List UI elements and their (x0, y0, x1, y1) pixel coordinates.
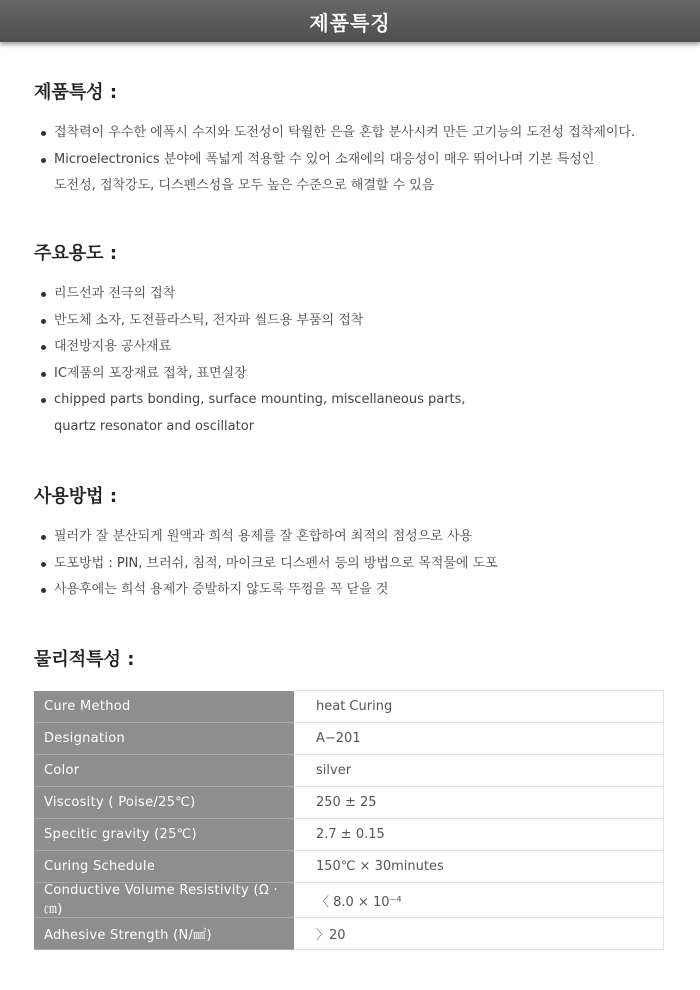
table-row (34, 723, 664, 755)
property-value: silver (294, 755, 664, 787)
bullet-list (40, 524, 680, 604)
property-label: Designation (34, 723, 294, 755)
property-label: Adhesive Strength (N/㎟) (34, 918, 294, 950)
property-label: Conductive Volume Resistivity (Ω · ㎝) (34, 883, 294, 918)
list-item: 사용후에는 희석 용제가 증발하지 않도록 뚜껑을 꼭 닫을 것 (40, 577, 680, 604)
table-row (34, 918, 664, 950)
property-label: Specitic gravity (25℃) (34, 819, 294, 851)
section-title: 제품특성 : (34, 82, 118, 103)
list-item: 리드선과 전극의 접착 (40, 281, 680, 308)
section-title: 물리적특성 : (34, 649, 135, 670)
list-item: 반도체 소자, 도전플라스틱, 전자파 씰드용 부품의 접착 (40, 308, 680, 335)
bullet-list (40, 281, 680, 440)
table-row (34, 755, 664, 787)
list-item: Microelectronics 분야에 폭넓게 적용할 수 있어 소재에의 대응성이 매우 뛰어나며 기본 특성인 도전성, 접착강도, 디스펜스성을 모두 높은 수준으로 해결할 수 있음 (40, 147, 680, 200)
page-title: 제품특징 (309, 10, 391, 35)
properties-table (34, 690, 664, 950)
section-title: 주요용도 : (34, 243, 118, 264)
page-header (0, 0, 700, 42)
property-value: 〈 8.0 × 10⁻⁴ (294, 883, 664, 918)
list-item: 필러가 잘 분산되게 원액과 희석 용제를 잘 혼합하여 최적의 점성으로 사용 (40, 524, 680, 551)
property-value: heat Curing (294, 691, 664, 723)
property-value: 2.7 ± 0.15 (294, 819, 664, 851)
list-item: 대전방지용 공사재료 (40, 334, 680, 361)
property-value: A−201 (294, 723, 664, 755)
property-label: Color (34, 755, 294, 787)
property-value: 〉20 (294, 918, 664, 950)
table-row (34, 787, 664, 819)
section-title: 사용방법 : (34, 486, 118, 507)
list-item: 도포방법 : PIN, 브러쉬, 침적, 마이크로 디스펜서 등의 방법으로 목적물에 도포 (40, 551, 680, 578)
list-item: 접착력이 우수한 에폭시 수지와 도전성이 탁월한 은을 혼합 분사시켜 만든 고기능의 도전성 접착제이다. (40, 120, 680, 147)
property-label: Curing Schedule (34, 851, 294, 883)
property-value: 250 ± 25 (294, 787, 664, 819)
property-label: Viscosity ( Poise/25℃) (34, 787, 294, 819)
property-label: Cure Method (34, 691, 294, 723)
table-row (34, 819, 664, 851)
table-row (34, 691, 664, 723)
table-row (34, 851, 664, 883)
list-item: IC제품의 포장재료 접착, 표면실장 (40, 361, 680, 388)
property-value: 150℃ × 30minutes (294, 851, 664, 883)
table-row (34, 883, 664, 918)
list-item: chipped parts bonding, surface mounting, miscellaneous parts, quartz resonator and oscillator (40, 387, 680, 440)
bullet-list (40, 120, 680, 200)
